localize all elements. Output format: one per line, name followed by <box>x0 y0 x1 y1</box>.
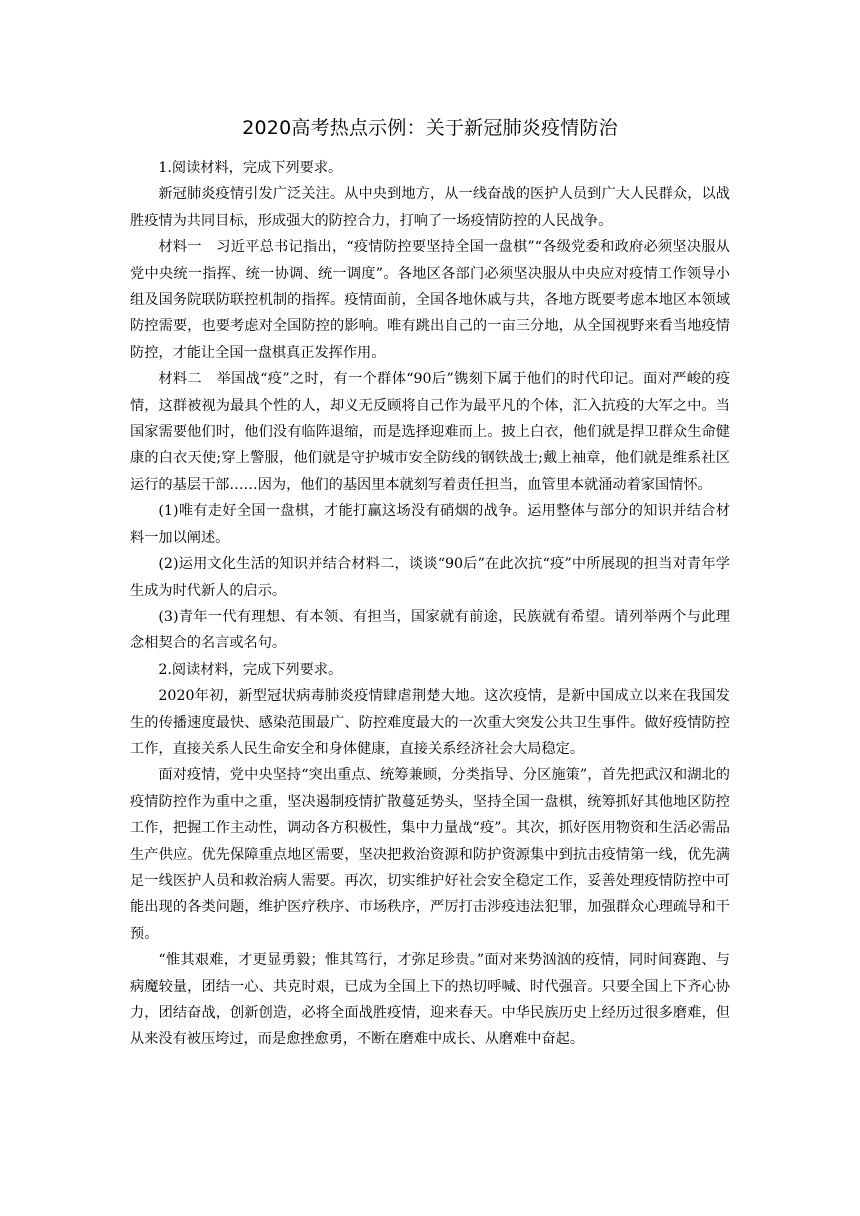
paragraph-material-2: 材料二 举国战“疫”之时，有一个群体“90后”镌刻下属于他们的时代印记。面对严峻的疫情，这群被视为最具个性的人，却义无反顾将自己作为最平凡的个体，汇入抗疫的大军之中。当国家需要他们时，他们没有临阵退缩，而是选择迎难而上。披上白衣，他们就是捍卫群众生命健康的白衣天使;穿上警服，他们就是守护城市安全防线的钢铁战士;戴上袖章，他们就是维系社区运行的基层干部……因为，他们的基因里本就刻写着责任担当，血管里本就涌动着家国情怀。 <box>130 371 730 493</box>
paragraph-conclusion: “惟其艰难，才更显勇毅；惟其笃行，才弥足珍贵。”面对来势汹汹的疫情，同时间赛跑、与病魔较量，团结一心、共克时艰，已成为全国上下的热切呼喊、时代强音。只要全国上下齐心协力，团结奋战，创新创造，必将全面战胜疫情，迎来春天。中华民族历史上经历过很多磨难，但从来没有被压垮过，而是愈挫愈勇，不断在磨难中成长、从磨难中奋起。 <box>130 952 730 1048</box>
sub-question-3: (3)青年一代有理想、有本领、有担当，国家就有前途，民族就有希望。请列举两个与此理念相契合的名言或名句。 <box>130 608 730 652</box>
question-1-heading: 1.阅读材料，完成下列要求。 <box>158 160 343 176</box>
question-2-heading: 2.阅读材料，完成下列要求。 <box>158 661 343 678</box>
document-body <box>130 155 730 1053</box>
paragraph-material-1: 材料一 习近平总书记指出，“疫情防控要坚持全国一盘棋”“各级党委和政府必须坚决服从党中央统一指挥、统一协调、统一调度”。各地区各部门必须坚决服从中央应对疫情工作领导小组及国务院联防联控机制的指挥。疫情面前，全国各地休戚与共，各地方既要考虑本地区本领域防控需要，也要考虑对全国防控的影响。唯有跳出自己的一亩三分地，从全国视野来看当地疫情防控，才能让全国一盘棋真正发挥作用。 <box>130 239 730 361</box>
paragraph-measures: 面对疫情，党中央坚持“突出重点、统筹兼顾，分类指导、分区施策”，首先把武汉和湖北的疫情防控作为重中之重，坚决遏制疫情扩散蔓延势头，坚持全国一盘棋，统筹抓好其他地区防控工作，把握工作主动性，调动各方积极性，集中力量战“疫”。其次，抓好医用物资和生活必需品生产供应。优先保障重点地区需要，坚决把救治资源和防护资源集中到抗击疫情第一线，优先满足一线医护人员和救治病人需要。再次，切实维护好社会安全稳定工作，妥善处理疫情防控中可能出现的各类问题，维护医疗秩序、市场秩序，严厉打击涉疫违法犯罪，加强群众心理疏导和干预。 <box>130 767 730 942</box>
paragraph-background: 2020年初，新型冠状病毒肺炎疫情肆虐荆楚大地。这次疫情，是新中国成立以来在我国发生的传播速度最快、感染范围最广、防控难度最大的一次重大突发公共卫生事件。做好疫情防控工作，直接关系人民生命安全和身体健康，直接关系经济社会大局稳定。 <box>130 688 730 757</box>
paragraph-intro: 新冠肺炎疫情引发广泛关注。从中央到地方，从一线奋战的医护人员到广大人民群众，以战胜疫情为共同目标，形成强大的防控合力，打响了一场疫情防控的人民战争。 <box>130 186 730 229</box>
sub-question-1: (1)唯有走好全国一盘棋，才能打赢这场没有硝烟的战争。运用整体与部分的知识并结合材料一加以阐述。 <box>130 503 730 546</box>
document-title: 2020高考热点示例：关于新冠肺炎疫情防治 <box>242 117 618 139</box>
sub-question-2: (2)运用文化生活的知识并结合材料二，谈谈“90后”在此次抗“疫”中所展现的担当对青年学生成为时代新人的启示。 <box>130 556 730 599</box>
